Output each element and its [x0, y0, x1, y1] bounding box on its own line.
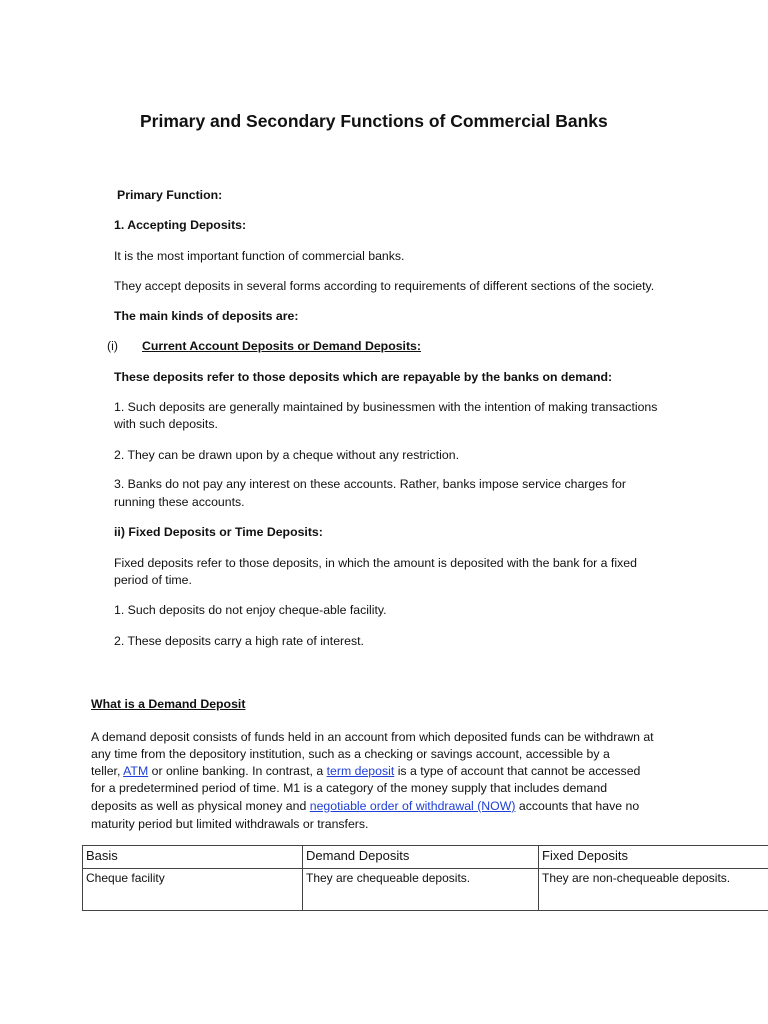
- demand-deposit-line-6: maturity period but limited withdrawals or transfers.: [91, 817, 369, 831]
- line-5-text-a: deposits as well as physical money and: [91, 799, 310, 813]
- table-row: [83, 869, 768, 911]
- term-deposit-link[interactable]: term deposit: [326, 764, 395, 778]
- line-3-text-c: is a type of account that cannot be accessed: [394, 764, 641, 778]
- page-title: Primary and Secondary Functions of Commercial Banks: [140, 111, 608, 131]
- paragraph-accept-deposits: They accept deposits in several forms according to requirements of different sections of the society.: [114, 279, 655, 293]
- demand-deposits-intro: These deposits refer to those deposits which are repayable by the banks on demand:: [114, 370, 613, 384]
- demand-deposit-line-3: [91, 763, 640, 781]
- accepting-deposits-heading: 1. Accepting Deposits:: [114, 218, 247, 232]
- demand-point-1-line-2: with such deposits.: [114, 417, 218, 431]
- table-header-row: [83, 846, 768, 869]
- demand-point-2: 2. They can be drawn upon by a cheque without any restriction.: [114, 448, 459, 462]
- fixed-point-2: 2. These deposits carry a high rate of interest.: [114, 634, 364, 648]
- what-is-demand-deposit-heading: What is a Demand Deposit: [91, 697, 246, 711]
- table-header-fixed-deposits: Fixed Deposits: [539, 846, 768, 869]
- paragraph-important-function: It is the most important function of commercial banks.: [114, 249, 405, 263]
- line-3-text-a: teller,: [91, 764, 124, 778]
- comparison-table: [82, 845, 768, 911]
- table-cell-fixed: They are non-chequeable deposits.: [539, 869, 768, 911]
- line-5-text-b: accounts that have no: [515, 799, 640, 813]
- atm-link[interactable]: ATM: [123, 764, 149, 778]
- table-cell-basis: Cheque facility: [83, 869, 303, 911]
- now-accounts-link[interactable]: negotiable order of withdrawal (NOW): [309, 799, 516, 813]
- kinds-of-deposits-heading: The main kinds of deposits are:: [114, 309, 299, 323]
- fixed-deposits-heading: ii) Fixed Deposits or Time Deposits:: [114, 525, 323, 539]
- table-cell-demand: They are chequeable deposits.: [303, 869, 539, 911]
- fixed-intro-line-2: period of time.: [114, 573, 192, 587]
- primary-function-heading: Primary Function:: [117, 188, 223, 202]
- line-3-text-b: or online banking. In contrast, a: [148, 764, 327, 778]
- table-header-basis: Basis: [83, 846, 303, 869]
- fixed-intro-line-1: Fixed deposits refer to those deposits, in which the amount is deposited with the bank for a fixed: [114, 556, 637, 570]
- table-header-demand-deposits: Demand Deposits: [303, 846, 539, 869]
- fixed-point-1: 1. Such deposits do not enjoy cheque-able facility.: [114, 603, 387, 617]
- demand-point-1-line-1: 1. Such deposits are generally maintained by businessmen with the intention of making transactions: [114, 400, 658, 414]
- demand-point-3-line-2: running these accounts.: [114, 495, 245, 509]
- demand-deposit-line-5: [91, 798, 639, 816]
- demand-deposit-line-2: any time from the depository institution, such as a checking or savings account, accessible by a: [91, 747, 610, 761]
- demand-deposit-line-1: A demand deposit consists of funds held in an account from which deposited funds can be withdrawn at: [91, 730, 654, 744]
- demand-deposits-heading: Current Account Deposits or Demand Deposits:: [142, 339, 421, 353]
- list-marker-i: (i): [107, 339, 118, 353]
- demand-deposit-line-4: for a predetermined period of time. M1 is a category of the money supply that includes demand: [91, 781, 608, 795]
- demand-point-3-line-1: 3. Banks do not pay any interest on these accounts. Rather, banks impose service charges for: [114, 477, 626, 491]
